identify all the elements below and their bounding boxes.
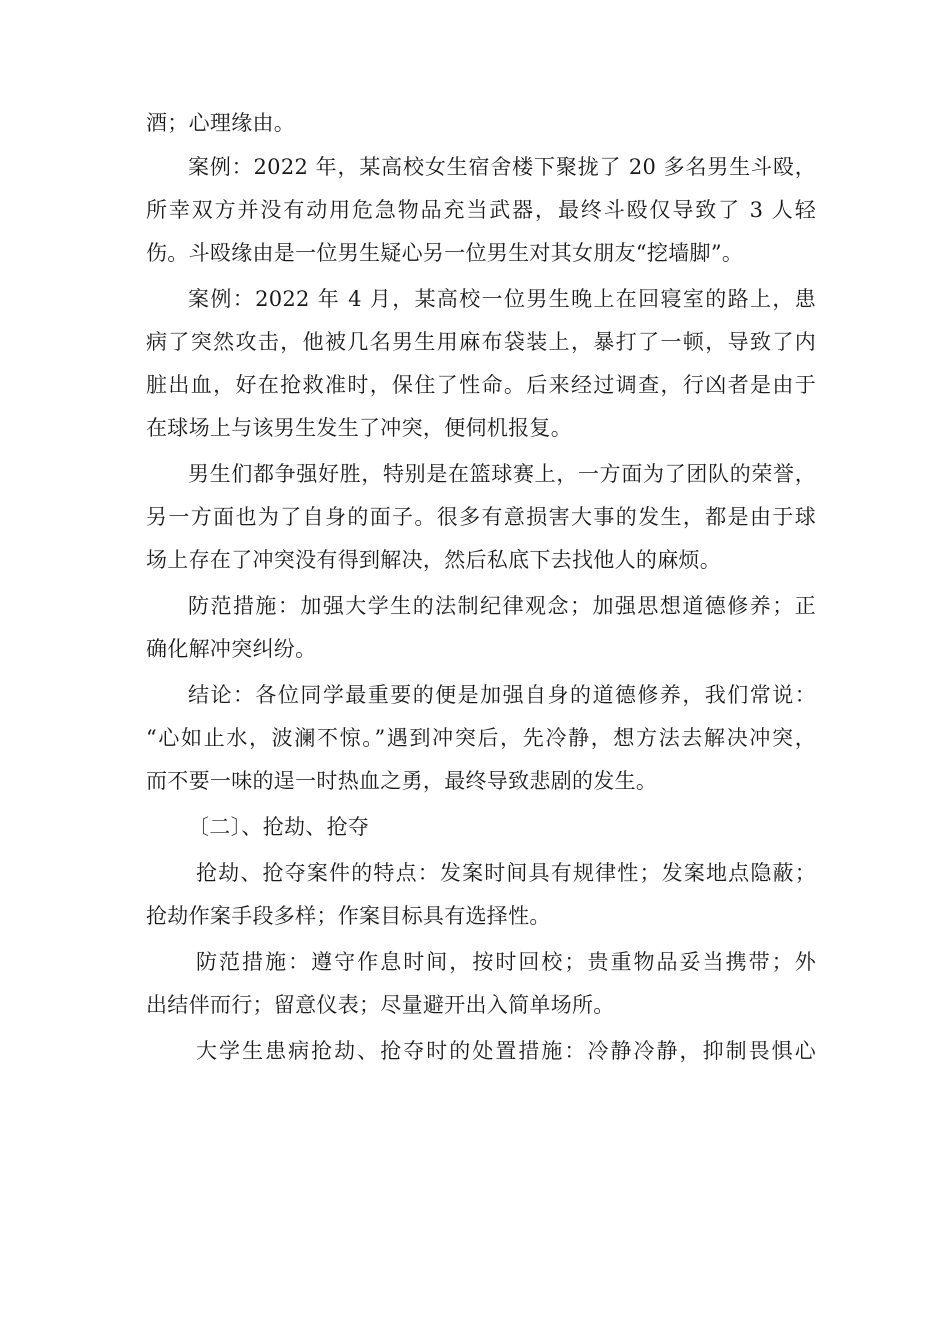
text-line: 伤。斗殴缘由是一位男生疑心另一位男生对其女朋友“挖墙脚”。 [146,241,744,265]
text-line: 病了突然攻击，他被几名男生用麻布袋装上，暴打了一顿，导致了内 [146,330,816,354]
text-line: 场上存在了冲突没有得到解决，然后私底下去找他人的麻烦。 [146,548,722,572]
section-heading: 〔二〕、抢劫、抢夺 [188,815,370,839]
text-line: 出结伴而行；留意仪表；尽量避开出入简单场所。 [146,993,615,1017]
text-line: 案例：2022 年 4 月，某高校一位男生晚上在回寝室的路上，患 [188,287,816,311]
text-line: 在球场上与该男生发生了冲突，便伺机报复。 [146,416,572,440]
text-line: 另一方面也为了自身的面子。很多有意损害大事的发生，都是由于球 [146,505,816,529]
text-line: “心如止水，波澜不惊。”遇到冲突后，先冷静，想方法去解决冲突， [146,726,816,750]
text-line: 案例：2022 年，某高校女生宿舍楼下聚拢了 20 多名男生斗殴， [188,155,816,179]
text-line: 酒；心理缘由。 [146,111,296,135]
text-line: 而不要一味的逞一时热血之勇，最终导致悲剧的发生。 [146,769,658,793]
text-line: 结论：各位同学最重要的便是加强自身的道德修养，我们常说： [188,683,816,707]
text-line: 防范措施：加强大学生的法制纪律观念；加强思想道德修养；正 [188,594,816,618]
text-line: 确化解冲突纠纷。 [146,637,317,661]
text-line: 抢劫作案手段多样；作案目标具有选择性。 [146,904,551,928]
text-line: 男生们都争强好胜，特别是在篮球赛上，一方面为了团队的荣誉， [188,462,816,486]
text-line: 大学生患病抢劫、抢夺时的处置措施：冷静冷静，抑制畏惧心 [196,1039,816,1063]
text-line: 所幸双方并没有动用危急物品充当武器，最终斗殴仅导致了 3 人轻 [146,198,816,222]
text-line: 抢劫、抢夺案件的特点：发案时间具有规律性；发案地点隐蔽； [196,861,816,885]
text-line: 防范措施：遵守作息时间，按时回校；贵重物品妥当携带；外 [196,950,816,974]
text-line: 脏出血，好在抢救准时，保住了性命。后来经过调查，行凶者是由于 [146,373,816,397]
